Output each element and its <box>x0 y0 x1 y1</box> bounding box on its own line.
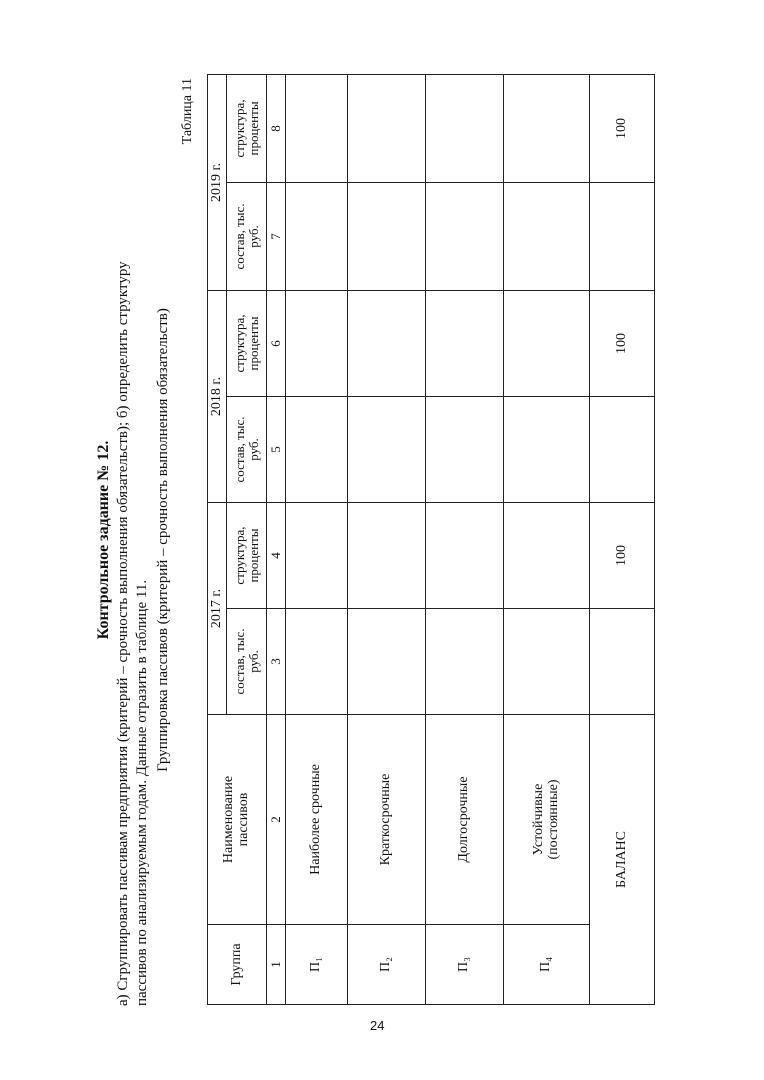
instruction-line-1: а) Сгруппировать пассивам предприятия (критерий – срочность выполнения обязательств); б) определить структуру <box>115 261 131 1006</box>
header-group: Группа <box>208 925 267 1005</box>
table-row <box>348 74 426 1004</box>
total-value-2017: 100 <box>590 502 655 608</box>
liabilities-table <box>207 74 655 1005</box>
table-row <box>504 74 590 1004</box>
instruction-line-2: пассивов по анализируемым годам. Данные отразить в таблице 11. <box>134 579 150 1006</box>
row-name: Наиболее срочные <box>286 715 348 925</box>
col-number: 8 <box>267 74 286 182</box>
sub-amount-2018: состав, тыс. руб. <box>227 396 267 502</box>
sub-amount-2017: состав, тыс. руб. <box>227 609 267 715</box>
sub-structure-2017: структура, проценты <box>227 502 267 608</box>
row-group: П₃ <box>426 925 504 1005</box>
table-caption: Группировка пассивов (критерий – срочность выполнения обязательств) <box>155 308 171 772</box>
header-name: Наименование пассивов <box>208 715 267 925</box>
assignment-heading: Контрольное задание № 12. <box>95 440 112 640</box>
header-year-2017: 2017 г. <box>208 502 227 714</box>
col-number: 6 <box>267 290 286 396</box>
row-name: Устойчивые (постоянные) <box>504 715 590 925</box>
col-number: 4 <box>267 502 286 608</box>
col-number: 1 <box>267 925 286 1005</box>
row-name: Краткосрочные <box>348 715 426 925</box>
sub-structure-2019: структура, проценты <box>227 74 267 182</box>
col-number: 5 <box>267 396 286 502</box>
row-group: П₂ <box>348 925 426 1005</box>
row-name: Долгосрочные <box>426 715 504 925</box>
col-number: 2 <box>267 715 286 925</box>
header-year-2018: 2018 г. <box>208 290 227 502</box>
page-number: 24 <box>370 1018 385 1033</box>
total-value-2018: 100 <box>590 290 655 396</box>
header-year-2019: 2019 г. <box>208 74 227 290</box>
table-row <box>286 74 348 1004</box>
sub-amount-2019: состав, тыс. руб. <box>227 182 267 290</box>
row-group: П₄ <box>504 925 590 1005</box>
sub-structure-2018: структура, проценты <box>227 290 267 396</box>
row-group: П₁ <box>286 925 348 1005</box>
table-row <box>426 74 504 1004</box>
col-number: 3 <box>267 609 286 715</box>
col-number: 7 <box>267 182 286 290</box>
table-number: Таблица 11 <box>180 78 195 145</box>
total-row <box>590 74 655 1004</box>
total-value-2019: 100 <box>590 74 655 182</box>
total-label: БАЛАНС <box>590 715 655 1005</box>
